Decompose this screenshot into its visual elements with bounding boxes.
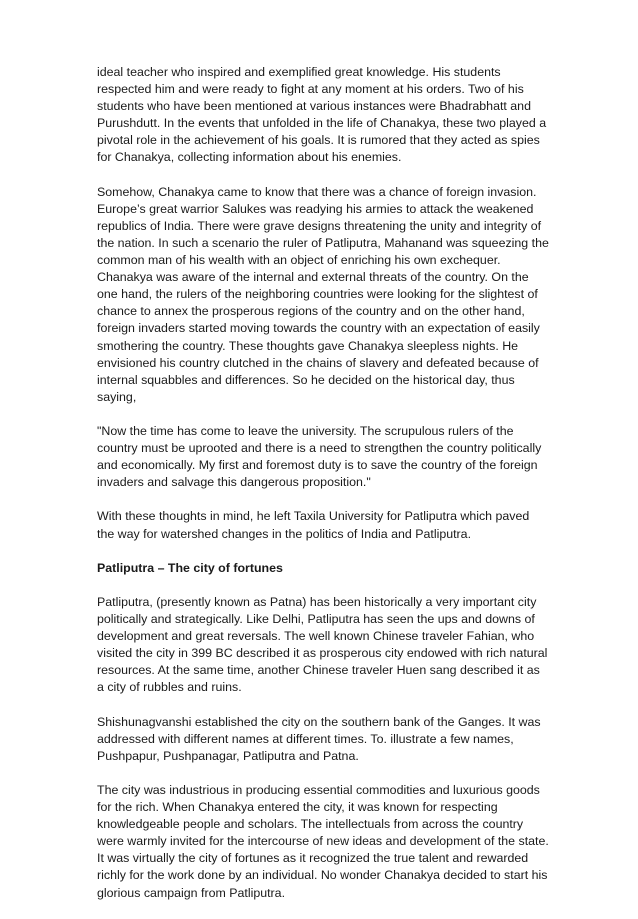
paragraph-quote: "Now the time has come to leave the university. The scrupulous rulers of the country must be uprooted and there is a need to strengthen the country politically and economically. My first and foremost duty is to save the country of the foreign invaders and salvage this dangerous proposition." (97, 423, 542, 490)
paragraph-patliputra-history: Patliputra, (presently known as Patna) has been historically a very important city politically and strategically. Like Delhi, Patliputra has seen the ups and downs of development and great reversals. The well known Chinese traveler Fahian, who visited the city in 399 BC described it as prosperous city endowed with rich natural resources. At the same time, another Chinese traveler Huen sang described it as a city of rubbles and ruins. (97, 594, 548, 695)
document-page (97, 64, 549, 919)
paragraph-city-names: Shishunagvanshi established the city on the southern bank of the Ganges. It was addressed with different names at different times. To. illustrate a few names, Pushpapur, Pushpanagar, Patliputra and Patna. (97, 714, 541, 763)
paragraph-city-fortunes: The city was industrious in producing essential commodities and luxurious goods for the rich. When Chanakya entered the city, it was known for respecting knowledgeable people and scholars. The intellectuals from across the country were warmly invited for the intercourse of new ideas and development of the state. It was virtually the city of fortunes as it recognized the true talent and rewarded richly for the work done by an individual. No wonder Chanakya decided to start his glorious campaign from Patliputra. (97, 782, 549, 900)
paragraph-foreign-invasion: Somehow, Chanakya came to know that there was a chance of foreign invasion. Europe’s great warrior Salukes was readying his armies to attack the weakened republics of India. There were grave designs threatening the unity and integrity of the nation. In such a scenario the ruler of Patliputra, Mahanand was squeezing the common man of his wealth with an object of enriching his own exchequer. Chanakya was aware of the internal and external threats of the country. On the one hand, the rulers of the neighboring countries were looking for the slightest of chance to annex the prosperous regions of the country and on the other hand, foreign invaders started moving towards the country with an expectation of easily smothering the country. These thoughts gave Chanakya sleepless nights. He envisioned his country clutched in the chains of slavery and defeated because of internal squabbles and differences. So he decided on the historical day, thus saying, (97, 184, 549, 404)
section-heading: Patliputra – The city of fortunes (97, 560, 283, 575)
paragraph-left-taxila: With these thoughts in mind, he left Taxila University for Patliputra which paved the way for watershed changes in the politics of India and Patliputra. (97, 509, 530, 541)
paragraph-students: ideal teacher who inspired and exemplified great knowledge. His students respected him and were ready to fight at any moment at his orders. Two of his students who have been mentioned at various instances were Bhadrabhatt and Purushdutt. In the events that unfolded in the life of Chanakya, these two played a pivotal role in the achievement of his goals. It is rumored that they acted as spies for Chanakya, collecting information about his enemies. (97, 65, 547, 165)
